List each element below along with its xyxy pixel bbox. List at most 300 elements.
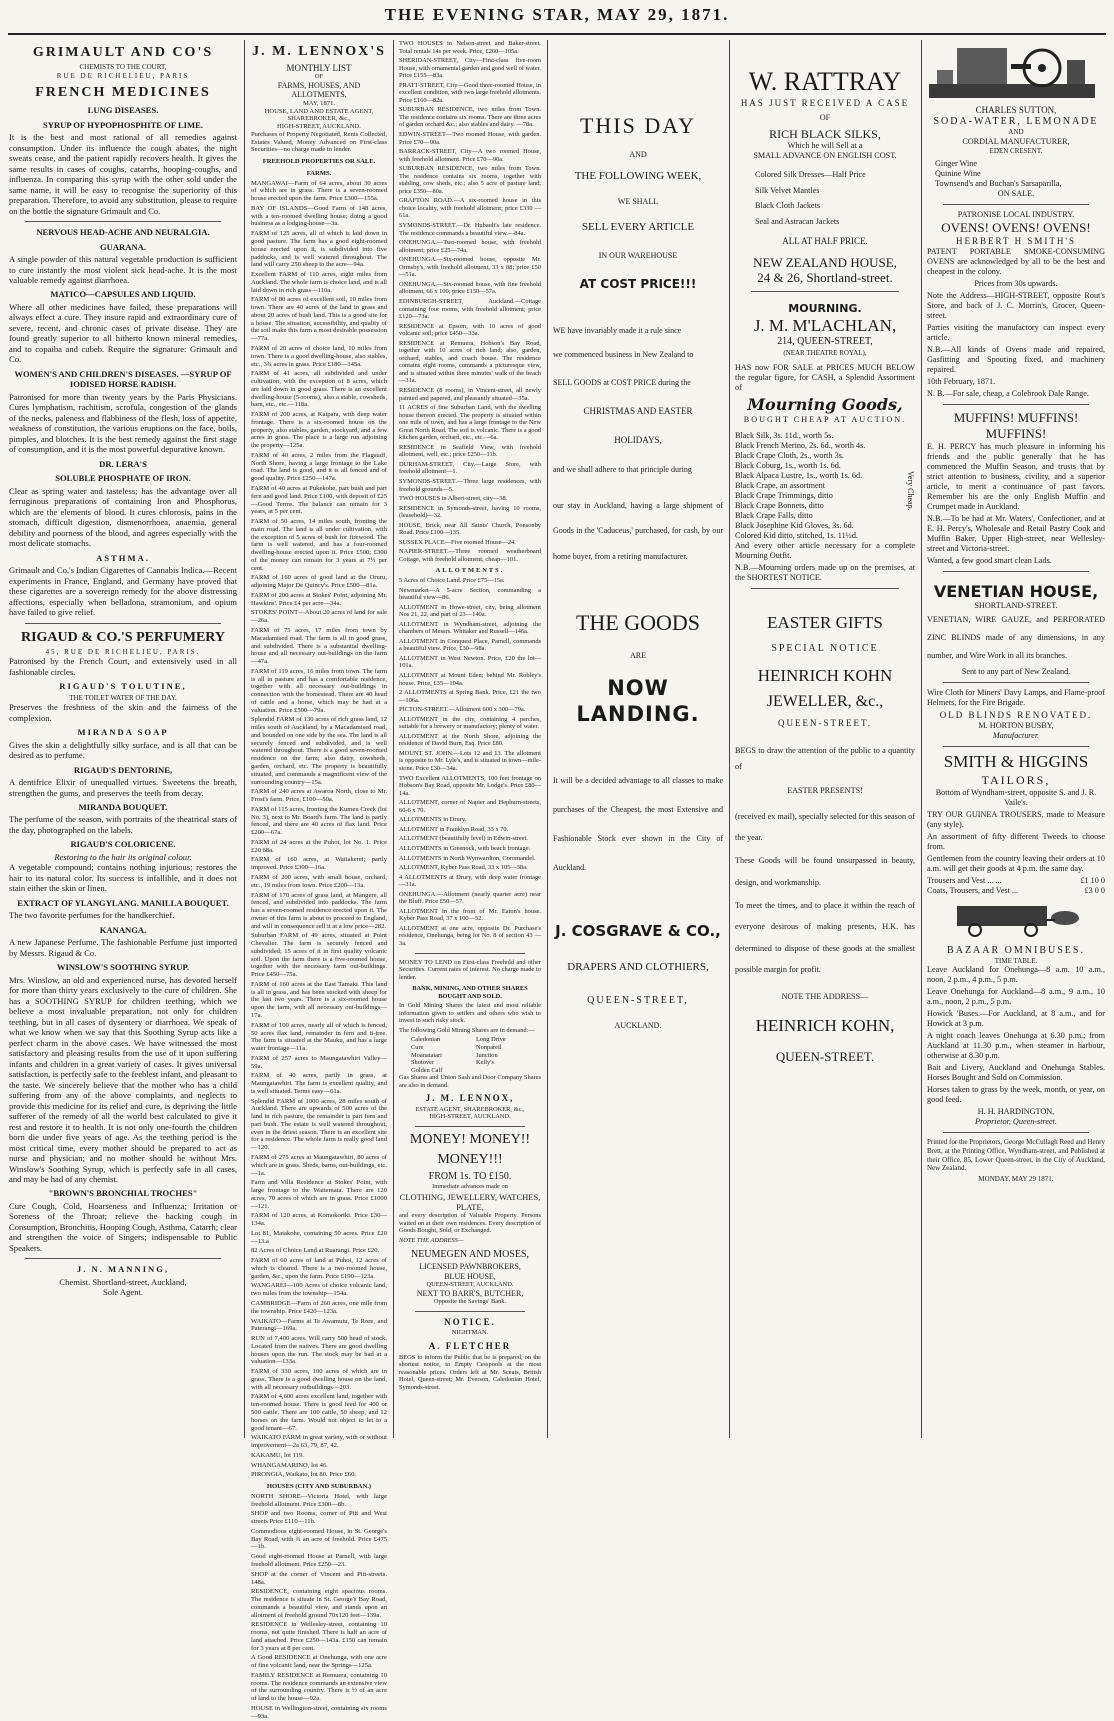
listing-item: STOKES' POINT—About 20 acres of land for sale —26a.	[251, 609, 387, 625]
firm-name: M. HORTON BUSBY,	[978, 721, 1054, 731]
listing-item: Excellent FARM of 110 acres, eight miles from Auckland. The whole farm is choice land, and is all laid down in rich grass—110a.	[251, 271, 387, 294]
ad-text: OF	[819, 112, 831, 122]
listing-item: WHANGAMARINO, lot 46.	[251, 1461, 328, 1469]
column-rule	[244, 40, 245, 1438]
ad-text: WE SHALL	[617, 197, 659, 207]
listing-item: MANGAWAI—Farm of 64 acres, about 30 acres of which are in grass. There is a seven-roomed house erected upon the farm. Price £300—155a.	[251, 179, 387, 203]
ad-text: ON SALE.	[997, 189, 1035, 199]
listing-item: ALLOTMENT (beautifully level) in Edwin-street.	[399, 835, 528, 843]
section-subheading: GUARANA.	[99, 241, 147, 252]
item-list	[735, 167, 915, 229]
section-heading: DR. LERA'S	[99, 458, 147, 469]
listing-list	[399, 577, 541, 948]
body-text: A new Japanese Perfume. The fashionable Perfume just imported by Messrs. Rigaud & Co.	[9, 937, 237, 958]
body-text: BEGS to draw the attention of the public to a quantity of	[735, 745, 915, 772]
listing-item: ALLOTMENT at one acre, opposite Dr. Purchase's residence, Onehunga, being lot No. 8 of section 43 —3a.	[399, 924, 541, 947]
divider	[25, 1258, 221, 1259]
body-text: and every description of Valuable Property. Persons waited on at their own residences. Every description of Goods Bought, Sold, or Exchanged.	[399, 1212, 541, 1235]
section-heading: NOTICE.	[444, 1316, 496, 1327]
listing-item: Splendid FARM of 130 acres of rich grass land, 12 miles south of Auckland, by a Macadamised road, and bounded on one side by the sea. The land is all securely fenced and subdivided, and is well watered throughout. There is a good seven-roomed residence on the farm; also dairy, cowsheds, garden, orchard, etc. The property is beautifully situated, and commands a magnificent view of the surrounding country—15a.	[251, 716, 387, 786]
listing-item: ALLOTMENT in Howe-street, city, being allotment Nos 21, 22, and part of 23—140a.	[399, 603, 541, 619]
firm-line: SHORTLAND-STREET.	[974, 601, 1058, 611]
firm-name: HEINRICH KOHN,	[755, 1016, 895, 1036]
firm-name: J. M. M'LACHLAN,	[753, 315, 897, 335]
body-text: Where all other medicines have failed, these preparations will always effect a cure. They insure rapid and extraordinary cure of severe, recent, and chronic cases of private disease. They are found greatly superior to all hitherto known mineral remedies, and to copaiba and cubeb. Require the signature: Grimault and Co.	[9, 301, 237, 365]
section-heading: ASTHMA.	[96, 552, 150, 563]
listing-item: FARM of 119 acres, 16 miles from town. The farm is all in pasture and has a comfortable residence, together with all necessary out-buildings in connection with the homestead. There are 40 head of cattle and a horse, which may be had at a valuation. Price £500—79a.	[251, 667, 387, 714]
list-item: Seal and Astracan Jackets	[755, 217, 840, 227]
listing-item: SHERIDAN-STREET, City—First-class five-room House, with ornamental garden and good well of water. Price £155—83a.	[399, 57, 541, 80]
listing-item: ALLOTMENTS in Greenock, with beach frontage.	[399, 844, 531, 852]
body-text: And every other article necessary for a complete Mourning Outfit.	[735, 540, 915, 560]
ad-street: HIGH-STREET, AUCKLAND.	[277, 123, 361, 131]
firm-line: BLUE HOUSE,	[444, 1271, 496, 1281]
ad-text: CHRISTMAS AND EASTER	[583, 406, 693, 416]
agent-role: Sole Agent.	[102, 1287, 144, 1298]
listing-item: FARM of 24 acres at the Puhoi, lot No. 1. Price £20 68a.	[251, 838, 387, 854]
imprint: Printed for the Proprietors, George McCullagh Reed and Henry Brett, at the Printing Office, Wyndham-street, and Published at their Office, 85, Lower Queen-street, in the City of Auckland, New Zealand.	[927, 1138, 1105, 1173]
ad-headline: THIS DAY	[579, 113, 697, 138]
listing-item: RESIDENCE in Wellesley-street, containing 10 rooms, not quite finished. There is half an acre of land attached. Price £250—143a. £150 can remain for 3 years at 8 per cent.	[251, 1621, 387, 1652]
body-text: Gas Shares and Union Sash and Door Company Shares are also in demand.	[399, 1074, 541, 1089]
firm-line: QUEEN-STREET.	[775, 1049, 875, 1064]
masthead	[0, 0, 1114, 34]
price-item: Black Crape Bonnets, ditto	[735, 500, 824, 510]
listing-item: 5 Acres of Choice Land. Price £75—15a.	[399, 577, 505, 584]
price-item: Black Josephine Kid Gloves, 3s. 6d.	[735, 520, 854, 530]
firm-line: LICENSED PAWNBROKERS,	[419, 1262, 521, 1272]
price-label: Trousers and Vest ... ...	[927, 875, 1002, 885]
ad-heading: MONEY! MONEY!!	[409, 1131, 531, 1147]
section-subheading: SOLUBLE PHOSPHATE OF IRON.	[55, 473, 191, 484]
listing-item: RESIDENCE in Seafield View, with freehold allotment, well, etc.; price £250—11b.	[399, 443, 541, 459]
body-text: Sent to any part of New Zealand.	[961, 667, 1071, 677]
divider	[751, 291, 899, 292]
ad-heading: J. M. LENNOX'S	[252, 44, 386, 59]
listing-item: ONEHUNGA.—Two-roomed house, with freehold allotment; price £25—74a.	[399, 239, 541, 254]
listing-item: PRATT-STREET, City—Good three-roomed House, in excellent condition, with two large freehold allotments. Price £160—82a.	[399, 81, 541, 104]
firm-name: NEUMEGEN AND MOSES,	[410, 1248, 530, 1260]
price-row	[927, 886, 1105, 896]
listing-item: FARM of 40 acres, 2 miles from the Flagstaff, North Shore, having a large frontage to the Lake road. The land is good, and it is all fenced and of good quality. Price £250—147a.	[251, 451, 387, 483]
body-text: N. B.—For sale, cheap, a Colebrook Dale Range.	[927, 389, 1089, 399]
share-name: Cure	[411, 1043, 424, 1051]
listing-item: ONEHUNGA.—Allotment (nearly quarter acre) near the Bluff. Price £50—57.	[399, 890, 541, 906]
body-text: These Goods will be found unsurpassed in beauty, design, and workmanship.	[735, 856, 915, 887]
section-heading: NERVOUS HEAD-ACHE AND NEURALGIA.	[36, 227, 210, 238]
body-text: N.B.—Mourning orders made up on the premises, at the SHORTEST NOTICE.	[735, 562, 915, 582]
firm-name: SMITH & HIGGINS	[943, 752, 1089, 772]
listing-item: FARM of 200 acres at Stokes' Point, adjoining Mr. Hawkins'. Price £4 per acre—34a.	[251, 591, 387, 607]
listing-item: RESIDENCE in Symonds-street, having 10 rooms, (leasehold)—32.	[399, 504, 541, 520]
listing-item: Suburban FARM of 49 acres, situated at Point Chevalier. The farm is securely fenced and subdivided; 15 acres of it in first quality volcanic soil. Upon the farm there is a five-roomed house, together with the necessary farm out-buildings. Price £450—75a.	[251, 932, 387, 979]
listing-item: FARM of 200 acres, at Kaipara, with deep water frontage. There is a six-roomed house on the property, also stables, garden, stockyard, and a few acres in grass. The place is a large run adjoining the property—125a.	[251, 411, 387, 450]
firm-line: Opposite the Savings' Bank.	[433, 1298, 507, 1306]
body-text: A dentifrice Elixir of unequalled virtues. Sweetens the breath, strengthen the gums, and preserves the teeth from decay.	[9, 777, 237, 798]
body-text: Clear as spring water and tasteless; has the advantage over all ferruginous preparations of containing Iron and Phosphorus, which are the elements of blood. It cures chlorosis, pains in the stomach, difficult digestion, dismenorrhoea, anaemia, general debility and poorness of the blood, and agrees especially with the most delicate stomachs.	[9, 485, 237, 549]
listing-item: HOUSE, Brick, near All Saints' Church, Ponsonby Road. Price £100—135.	[399, 521, 541, 537]
masthead-rule	[8, 33, 1106, 35]
firm-line: QUEEN-STREET.	[777, 717, 873, 728]
listing-item: SHOP and two Rooms, corner of Pitt and West streets Price £110—11b.	[251, 1510, 387, 1526]
body-text: E. H. PERCY has much pleasure in informing his friends and the public generally that he has commenced the Muffin Season, and trusts that by strict attention to business, civility, and a superior article, to merit a continuance of past favors. Remember his are the only English Muffin and Crumpet made in Auckland.	[927, 441, 1105, 511]
divider	[943, 204, 1089, 205]
listing-item: ALLOTMENTS in Drury.	[399, 816, 467, 824]
drinks-list	[927, 159, 1105, 189]
listing-item: SYMONDS-STREET.—Dr. Hubault's late residence. The residence commands a beautiful view.—84a.	[399, 222, 541, 237]
listing-item: WANGAREI—100 Acres of choice volcanic land, two miles from the township—154a.	[251, 1282, 387, 1298]
body-text: Preserves the freshness of the skin and the fairness of the complexion.	[9, 702, 237, 723]
price-item: Black Crape Cloth, 2s., worth 3s.	[735, 450, 844, 460]
listing-item: RESIDENCE at Remuera, Hobson's Bay Road, together with 10 acres of rich land; also, garden, orchard, stables, and coach house. The residence contains eight rooms, commands a picturesque view, and is situated within three minutes' walk of the beach—31a.	[399, 339, 541, 385]
column-rattray-kohn	[730, 40, 920, 1438]
listing-item: SUSSEX PLACE—Five roomed House—24.	[399, 538, 516, 546]
body-text: our stay in Auckland, having a large shipment of Goods in the 'Caduceus,' purchased, for cash, by our home buyer, from a retiring manufacturer.	[553, 500, 723, 561]
divider	[415, 1126, 525, 1127]
section-heading: EXTRACT OF YLANGYLANG. MANILLA BOUQUET.	[17, 897, 229, 908]
divider	[751, 588, 899, 589]
listing-item: NORTH SHORE—Victoria Hotel, with large freehold allotment. Price £300—8b.	[251, 1492, 387, 1508]
body-text: In Gold Mining Shares the latest and most reliable information given to settlers and others who wish to invest in such risky stock.	[399, 1002, 541, 1025]
body-text: MONEY TO LEND on First-class Freehold and other Securities. Current rates of interest. No charge made to lender.	[399, 958, 541, 981]
listing-item: 82 Acres of Choice Land at Ruarangi. Price £20.	[251, 1247, 380, 1255]
ad-headline: MOURNING.	[788, 302, 862, 316]
body-text: Bottom of Wyndham-street, opposite S. and J. R. Vaile's.	[935, 787, 1097, 807]
listing-item: EDINBURGH-STREET, Auckland.—Cottage containing four rooms, with freehold allotment; price £120—73a.	[399, 297, 541, 321]
listing-item: ALLOTMENT, Kyber Pass Road, 33 x 105—38a.	[399, 864, 528, 872]
body-text: A single powder of this natural vegetable production is sufficient to cure instantly the most violent sick head-ache. It is the most valuable remedy against diarrhoea.	[9, 254, 237, 285]
section-heading: HOUSES (CITY AND SUBURBAN.)	[266, 1483, 372, 1491]
listing-item: FARM of 257 acres to Maungatawhiri Valley—59a.	[251, 1054, 387, 1070]
section-heading: WOMEN'S AND CHILDREN'S DISEASES. —SYRUP OF IODISED HORSE RADISH.	[14, 368, 232, 390]
body-text: Gentlemen from the country leaving their orders at 10 a.m. will get their goods at 4 p.m. the same day.	[927, 853, 1105, 873]
list-item: Ginger Wine	[935, 159, 978, 169]
ad-text: AND	[629, 149, 647, 159]
column-cosgrave	[548, 40, 728, 1438]
divider	[415, 1311, 525, 1312]
note-line: NOTE THE ADDRESS—	[399, 1237, 464, 1245]
listing-item: HOUSE in Wellington-street, containing six rooms—93a.	[251, 1705, 387, 1720]
listing-item: FARM of 20 acres of choice land, 10 miles from town. There is a good dwelling-house, also stables, etc., 3¾ acres in grass. Price £180—145a.	[251, 344, 387, 368]
section-subheading: NIGHTMAN.	[451, 1329, 489, 1337]
listing-item: ALLOTMENTS in North Wynwardton, Coromandel.	[399, 854, 536, 862]
very-cheap-label: Very Cheap.	[906, 470, 915, 511]
share-name: Kelly's	[476, 1059, 494, 1067]
share-name: Junction	[476, 1051, 498, 1059]
listing-list	[399, 40, 541, 563]
ad-heading: FRENCH MEDICINES	[35, 85, 211, 101]
body-text: Prices from 30s upwards.	[974, 279, 1058, 289]
body-text: Wanted, a few good smart clean Lads.	[927, 555, 1052, 565]
body-text: 10th February, 1871.	[927, 377, 996, 387]
listing-item: ONEHUNGA.—Six-roomed house, opposite Mr. Ormsby's, with freehold allotment, 33 x 88; price £50—51a.	[399, 256, 541, 279]
firm-name: J. COSGRAVE & CO.,	[555, 922, 721, 941]
listing-item: RESIDENCE, containing eight spacious rooms. The residence is situate in St. George's Bay Road, commands a beautiful view, and stands upon an allotment of freehold ground 70x120 feet—139a.	[251, 1588, 387, 1619]
firm-line: AUCKLAND.	[614, 1021, 662, 1031]
body-text: Gives the skin a delightfully silky surface, and is all that can be desired as to perfume.	[9, 739, 237, 761]
listing-item: ALLOTMENT, corner of Napier and Hepburn-streets, 60-6 x 70.	[399, 799, 541, 814]
section-subheading: SYRUP OF HYPOPHOSPHITE OF LIME.	[42, 119, 204, 130]
ad-headline: THE GOODS	[575, 610, 701, 636]
timetable-row: A night coach leaves Onehunga at 6.30 p.m.; from Auckland at 11.30 p.m., when steamer in harbour, otherwise at 8.30 p.m.	[927, 1031, 1105, 1061]
listing-item: FARM of 50 acres, 14 miles south, fronting the main road. The land is all under cultivation, with the exception of 5 acres of bush for firewood. The farm is well watered, and has a four-roomed dwelling-house erected upon it. Price £500; £300 of the money can remain for 3 years at 7½ per cent.	[251, 518, 387, 572]
body-text: The two favorite perfumes for the handkerchief.	[9, 910, 175, 921]
ad-heading: GRIMAULT AND CO'S	[32, 45, 214, 60]
ad-headline: EASTER GIFTS	[767, 612, 883, 632]
listing-item: ALLOTMENT at Mount Eden; behind Mr. Robley's house. Price, £35—104a.	[399, 672, 541, 687]
timetable	[927, 965, 1105, 1105]
section-heading: LUNG DISEASES.	[87, 105, 159, 116]
share-name: Shotover	[411, 1059, 435, 1067]
body-text: It will be a decided advantage to all classes to make purchases of the Cheapest, the most Extensive and Fashionable Stock ever shown in the City of Auckland.	[553, 776, 723, 872]
list-item: Townsend's and Buchan's Sarsaparilla,	[935, 179, 1062, 189]
divider	[25, 221, 221, 222]
body-text: N.B.—All kinds of Ovens made and repaired, Gasfitting and Spouting fixed, and machinery repaired.	[927, 345, 1105, 375]
ad-subheading: MONTHLY LIST	[286, 62, 352, 73]
ad-subheading: SPECIAL NOTICE	[771, 643, 879, 655]
price-row	[927, 876, 1105, 886]
listing-item: FARM of 330 acres, 100 acres of which are in grass. There is a good dwelling house on the land, with all necessary outbuildings—203.	[251, 1368, 387, 1391]
ad-headline: NOW LANDING.	[576, 675, 700, 727]
body-text: and we shall adhere to that principle during	[553, 464, 692, 474]
listing-item: TWO HOUSES in Nelson-street and Baker-street. Total rentals 14s per week. Price, £260—105a.	[399, 40, 541, 55]
section-heading: BANK, MINING, AND OTHER SHARES BOUGHT AND SOLD.	[412, 985, 528, 1000]
price-value: £1 10 0	[1080, 875, 1105, 885]
price-item: Black Silk, 3s. 11d., worth 5s.	[735, 430, 834, 440]
body-text: Note the Address—HIGH-STREET, opposite Rout's Store, and back of J. C. Morrin's, Grocer, Queen-street.	[927, 291, 1105, 321]
timetable-row: Leave Onehunga for Auckland—8 a.m., 9 a.m., 10 a.m., noon, 2 p.m., 5 p.m.	[927, 987, 1105, 1007]
column-sutton-ads	[922, 40, 1110, 1438]
ad-heading: RIGAUD & CO.'S PERFUMERY	[20, 629, 226, 645]
listing-item: BARRACK-STREET, City—A two roomed House, with freehold allotment. Price £70—90a.	[399, 148, 541, 163]
firm-name: W. RATTRAY	[748, 67, 902, 96]
listing-item: SUBURBAN RESIDENCE, two miles from Town. The residence contains six rooms, together with stabling, cow sheds, etc.; also 5 acre of pasture land; price £350—80a.	[399, 165, 541, 195]
ad-text: EASTER PRESENTS!	[787, 785, 863, 795]
firm-name: CHARLES SUTTON,	[975, 105, 1057, 115]
listing-item: ONEHUNGA.—Six-roomed house, with fine freehold allotment, 66 x 100; price £150—57a.	[399, 280, 541, 296]
listing-item: FARM of 240 acres at Awaroa North, close to Mr. Frost's farm. Price, £100—50a.	[251, 788, 387, 804]
listing-item: SHOP at the corner of Vincent and Pitt-streets. 148a.	[251, 1570, 387, 1586]
ad-text: BOUGHT CHEAP AT AUCTION.	[743, 414, 907, 424]
divider	[943, 682, 1089, 683]
body-text: TRY OUR GUINEA TROUSERS, made to Measure (any style).	[927, 809, 1105, 829]
section-heading: MIRANDA SOAP	[77, 727, 169, 738]
section-heading: ALLOTMENTS.	[435, 567, 505, 575]
imprint-date: MONDAY, MAY 29 1871.	[978, 1174, 1054, 1183]
body-text: A vegetable compound; contains nothing injurious; restores the hair to its natural color. Its success is infallible, and it does not stain either the skin or linen.	[9, 862, 237, 894]
listing-item: FARM of 160 acres, at Waitakerei; partly improved. Price £300—16a.	[251, 856, 387, 872]
list-item: Quinine Wine	[935, 169, 981, 179]
soda-machine-illustration	[927, 40, 1097, 102]
listing-item: CAMBRIDGE—Farm of 260 acres, one mile from the township. Price £420—123a.	[251, 1300, 387, 1315]
ad-date: MAY, 1871.	[302, 99, 336, 107]
ad-text: SMALL ADVANCE ON ENGLISH COST.	[753, 151, 897, 161]
listing-item: WAIKATO—Farms at Te Awamutu, Te Rore, and Paterangi—169a.	[251, 1317, 387, 1333]
listing-item: 11 ACRES of fine Suburban Land, with the dwelling house thereon erected. The property is situated within one mile of town, and has a large frontage to the New Great North Road. The soil is volcanic. There is a good kitchen garden, orchard, etc., etc.—6a.	[399, 404, 541, 442]
listing-item: Farm and Villa Residence at Stokes' Point, with large frontage to the Waitemata. There are 120 acres, 70 acres of which are in grass. Price £1000—121.	[251, 1179, 387, 1210]
listing-item: TWO HOUSES in Albert-street, city—38.	[399, 495, 508, 503]
ad-headline: 24 & 26, Shortland-street.	[757, 270, 893, 286]
share-name: Long Drive	[476, 1036, 506, 1044]
section-heading: MATICO—CAPSULES AND LIQUID.	[50, 289, 196, 300]
listing-item: FARM of 125 acres, all of which is laid down in good pasture. The farm has a good eight-roomed house erected upon it, is subdivided into five paddocks, and is well watered throughout. The land will carry 250 sheep to the acre—94a.	[251, 230, 387, 269]
listing-item: SYMONDS-STREET.—Three large residences, with freehold grounds—5.	[399, 477, 541, 493]
ad-text: THE FOLLOWING WEEK,	[574, 169, 702, 182]
price-item: Black Crape, an assortment	[735, 480, 826, 490]
listing-item: WAIKATO FARM in great variety, with or without improvement—2a 63, 79, 87, 42.	[251, 1434, 387, 1450]
timetable-row: Leave Auckland for Onehunga—8 a.m. 10 a.m., noon, 2 p.m., 4 p.m., 5 p.m.	[927, 965, 1105, 985]
body-text: The perfume of the season, with portraits of the theatrical stars of the day, photographed on the labels.	[9, 814, 237, 835]
section-heading: RIGAUD'S DENTORINE,	[73, 764, 173, 775]
price-item: Black Alpaca Lustre, 1s., worth 1s. 6d.	[735, 470, 863, 480]
listing-item: FARM of 40 acres at Pukekohe, part bush and part fern and good land. Price £100, with deposit of £25—Good Terms. The balance can remain for 3 years, at 5 per cent.	[251, 484, 387, 516]
listing-item: MOUNT ST. JOHN.—Lots 12 and 13. The allotment is opposite to Mr. Lyle's, and is situated in town—mile-stone. Price £30—34a.	[399, 749, 541, 773]
firm-name: HERBERT H SMITH'S	[956, 236, 1076, 247]
ad-text: Which he will Sell at a	[787, 141, 863, 151]
share-name: Nonpareil	[476, 1043, 502, 1051]
body-text: Patronised for more than twenty years by the Paris Physicians. Cures lymphatism, rachitism, scrofula, congestion of the glands of the necks, paleness and flabbiness of the flesh, loss of appetite, weakness of constitution, the various eruptions on the face, boils, pimples, and blotches. It is the best remedy against the first stage of consumption, and it is the most powerful depurative known.	[9, 391, 237, 455]
price-item: Black Coburg, 1s., worth 1s. 6d.	[735, 460, 841, 470]
listing-item: PICTON-STREET.—Allotment 600 x 300—79a.	[399, 706, 526, 714]
price-item: Colored Kid ditto, stitched, 1s. 11½d.	[735, 530, 858, 540]
ad-text: IN OUR WAREHOUSE	[598, 251, 678, 260]
listing-item: FARM of 200 acres, with small house, orchard, etc., 19 miles from town. Price £200—13a.	[251, 873, 387, 889]
listing-item: FARM of 275 acres at Maungatawhiri, 80 acres of which are in grass. Sheds, barns, out-buildings, etc.—1a.	[251, 1154, 387, 1177]
section-heading: MIRANDA BOUQUET.	[78, 802, 168, 812]
listing-item: FARM of 100 acres, nearly all of which is fenced, 50 acres flax land, remainder in fern and ti-tree. The farm is situated at the Mauku, and has a large water frontage—11a.	[251, 1021, 387, 1053]
divider	[943, 404, 1089, 405]
body-text: we commenced business in New Zealand to	[553, 350, 694, 359]
firm-line: CORDIAL MANUFACTURER,	[962, 136, 1070, 146]
body-text: SELL GOODS at COST PRICE during the	[553, 378, 691, 387]
body-text: Cure Cough, Cold, Hoarseness and Influenza; Irritation or Soreness of the Throat; relieve the hacking cough in Consumption, Bronchitis, Hooping Cough, Asthma, Catarrh; clear and strengthen the voice of Singers; indispensable to Public Speakers.	[9, 1200, 237, 1253]
listing-item: FARM of 4,600 acres excellent land, together with ten-roomed house. There is good feed for 400 or 500 cattle. There are 100 cattle, 50 sheep, and 12 horses on the farm. Would not object to let to a good tenant—67.	[251, 1393, 387, 1432]
body-text: Immediate advances made on	[432, 1182, 508, 1190]
firm-line: JEWELLER, &c.,	[766, 693, 884, 711]
note-line: NOTE THE ADDRESS—	[781, 992, 869, 1002]
share-name: Moanataiari	[411, 1051, 442, 1059]
ad-agent: HOUSE, LAND AND ESTATE AGENT, SHAREBROKER, &c.,	[264, 107, 374, 123]
ad-headline: Mourning Goods,	[747, 395, 903, 415]
firm-line: AND	[1008, 128, 1024, 137]
firm-line: Manufacturer.	[992, 731, 1040, 741]
listing-item: BAY OF ISLANDS—Good Farm of 148 acres, with a ten-roomed dwelling house; doing a good business as a lodging-house—3a.	[251, 204, 387, 228]
shares-list	[399, 1036, 541, 1074]
ad-subheading: TIME TABLE.	[994, 956, 1038, 965]
listing-item: SUBURBAN RESIDENCE, two miles from Town. The residence contains six rooms. There are three acres of garden orchard &c.; also stables and dairy. —78a.	[399, 106, 541, 129]
firm-name: HEINRICH KOHN	[757, 665, 893, 685]
listing-item: Lot 81, Matakohe, containing 50 acres. Price £20—13.a	[251, 1229, 387, 1245]
listing-item: FARM of 115 acres, fronting the Kumeu Creek (lot No. 3), next to Mr. Board's farm. The land is partly fenced, and there are 40 acres of flax land. Price £200—67a.	[251, 805, 387, 837]
section-subheading: Restoring to the hair its original colour.	[54, 851, 192, 862]
listing-item: Good eight-roomed House at Parnell, with large freehold allotment. Price £250—23.	[251, 1553, 387, 1568]
ad-text: HOLIDAYS,	[614, 435, 662, 446]
listing-item: TWO Excellent ALLOTMENTS, 100 feet frontage on Hobson's Bay Road, opposite Mr. Lodge's. Price £80—14a.	[399, 774, 541, 797]
listing-item: ALLOTMENT in Franklyn Road, 33 x 70.	[399, 825, 509, 833]
body-text: Grimault and Co.'s Indian Cigarettes of Cannabis Indica.—Recent experiments in France, England, and Germany have proved that these cigarettes are a sovereign remedy for the above distressing affections, especially when belladona, stramonium, and opium have failed to give relief.	[9, 565, 237, 618]
firm-name: VENETIAN HOUSE,	[933, 581, 1099, 601]
body-text: VENETIAN, WIRE GAUZE, and PERFORATED ZINC BLINDS made of any dimensions, in any number, and Wire Work in all its branches.	[927, 615, 1105, 661]
listing-item: 2 ALLOTMENTS at Spring Bank. Price, £21 the two—106a.	[399, 689, 541, 704]
firm-name: H. H. HARDINGTON,	[977, 1107, 1055, 1117]
omnibus-illustration	[927, 900, 1087, 938]
share-name: Caledonian	[411, 1036, 441, 1044]
listing-item: ALLOTMENT at the North Shore, adjoining the residence of David Burn, Esq. Price £80.	[399, 732, 541, 748]
firm-line: SODA-WATER, LEMONADE	[933, 115, 1099, 127]
signature-street: HIGH-STREET, AUCKLAND.	[429, 1113, 511, 1121]
ad-subheading: FARMS, HOUSES, AND ALLOTMENTS,	[277, 80, 361, 100]
list-item: Silk Velvet Mantles	[755, 185, 820, 195]
body-text: WE have invariably made it a rule since	[553, 326, 682, 335]
body-text: HAS now FOR SALE at PRICES MUCH BELOW the regular figure, for CASH, a Splendid Assortment of	[735, 363, 915, 393]
ad-subheading: CHEMISTS TO THE COURT,	[79, 63, 167, 72]
section-heading: RIGAUD'S COLORICENE.	[70, 839, 176, 850]
body-text: Patronised by the French Court, and extensively used in all fashionable circles.	[9, 656, 237, 677]
column-lennox-list	[246, 40, 392, 1720]
listing-item: FARM of 120 acres, at Komokoriki. Price £30—134a.	[251, 1212, 387, 1228]
body-text: (received ex mail), specially selected for this season of the year.	[735, 811, 915, 842]
firm-line: EDEN CRESENT.	[989, 146, 1043, 155]
listing-item: A Good RESIDENCE at Onehunga, with one acre of fine volcanic land, near the Springs—125a.	[251, 1654, 387, 1670]
ad-text: SELL EVERY ARTICLE	[581, 221, 695, 234]
divider	[943, 571, 1089, 572]
ad-text: ARE	[630, 650, 646, 660]
firm-line: TAILORS,	[981, 773, 1051, 788]
listing-item: RUN of 7,400 acres. Will carry 500 head of stock. Located from the natives. There are good dwelling houses upon the run. The stock may be had at a valuation—133a.	[251, 1335, 387, 1366]
ad-heading: MONEY!!!	[437, 1152, 503, 1168]
body-text: To meet the times, and to place it within the reach of everyone desirous of making presents, H.K. has determined to dispose of these goods at the smallest possible margin for profit.	[735, 900, 915, 974]
listing-item: FARM of 41 acres, all subdivided and under cultivation, with the exception of 8 acres, which are laid down in good grass. There is an excellent dwelling-house (5-rooms), also a stable, cowsheds, barn, etc., etc.—118a.	[251, 370, 387, 409]
body-text: BEGS to inform the Public that he is prepared, on the shortest notice, to Empty Cesspools at the most reasonable prices. Orders left at Mr. Sceats, British Hotel, Queen-street; Mr. Everson, Caledonian Hotel, Symonds-street.	[399, 1353, 541, 1391]
listing-item: FARM of 80 acres of excellent soil, 10 miles from town. There are 40 acres of the land in grass and about 20 acres of bush land. This is a good site for a house. The situation, accessibility, and quality of the soil make this farm a most desirable possession—77a.	[251, 296, 387, 343]
listing-item: Commodious eight-roomed House, in St. George's Bay Road, with ¾ an acre of freehold. Price £475 —1b.	[251, 1527, 387, 1551]
divider	[943, 746, 1089, 747]
ad-text: PATRONISE LOCAL INDUSTRY.	[957, 210, 1075, 220]
timetable-row: Bait and Livery, Auckland and Onehunga Stables. Horses Bought and Sold on Commission.	[927, 1063, 1105, 1083]
ad-subheading: OF	[314, 73, 324, 81]
body-text: Wire Cloth for Miners' Davy Lamps, and Flame-proof Helmets, for the Fire Brigade.	[927, 688, 1105, 708]
body-text: Purchases of Property Negotiated, Rents Collected, Estates Valued, Money Advanced on First-class Securities—no charge made to lender.	[251, 130, 387, 154]
price-list	[735, 431, 905, 541]
page-title: THE EVENING STAR, MAY 29, 1871.	[384, 5, 730, 24]
price-value: £3 0 0	[1084, 885, 1105, 895]
body-text: Parties visiting the manufactory can inspect every article.	[927, 323, 1105, 343]
timetable-row: Howick 'Buses.—For Auckland, at 8 a.m., and for Howick at 3 p.m.	[927, 1009, 1105, 1029]
ad-address: 45, RUE DE RICHELIEU, PARIS.	[45, 647, 201, 656]
section-heading: RIGAUD'S TOLUTINE,	[59, 681, 187, 692]
listing-item: NAPIER-STREET.—Three roomed weatherboard Cottage, with freehold allotment; cheap—101.	[399, 548, 541, 563]
body-text: The following Gold Mining Shares are in demand:—	[399, 1026, 535, 1034]
price-block	[735, 431, 915, 541]
listing-item: Splendid FARM of 1000 acres, 28 miles south of Auckland. There are upwards of 500 acres of the land in rich pasture, the remainder is part fern and part bush. The estate is well watered throughout, even in the driest season. There is an excellent site for a residence. The whole farm is really good land—120.	[251, 1097, 387, 1152]
column-lennox-continued	[394, 40, 546, 1438]
listing-item: GRAFTON ROAD.—A six-roomed house in this choice locality, with freehold allotment; price £330 —61a.	[399, 197, 541, 220]
list-item: Colored Silk Dresses—Half Price	[755, 170, 866, 180]
section-heading: FREEHOLD PROPERTIES OR SALE.	[262, 158, 376, 166]
firm-line: NEXT TO BARR'S, BUTCHER,	[416, 1288, 524, 1298]
firm-line: DRAPERS AND CLOTHIERS,	[567, 961, 709, 974]
ad-headline: AT COST PRICE!!!	[579, 277, 697, 291]
ad-headline: RICH BLACK SILKS,	[769, 126, 881, 141]
listing-item: ALLOTMENT in the front of Mr. Eaton's house. Kyber Pass Road, 37 x 100—52.	[399, 907, 541, 923]
listing-item: PIRONGIA, Waikato, lot 80. Price £60.	[251, 1471, 357, 1479]
divider	[415, 953, 525, 954]
section-subheading: FARMS.	[306, 169, 332, 177]
price-item: Black Crape Trimmings, ditto	[735, 490, 833, 500]
listing-item: RESIDENCE (8 rooms), in Vincent-street, all newly painted and papered, and pleasantly situated—35a.	[399, 386, 541, 402]
section-heading: "BROWN'S BRONCHIAL TROCHES"	[48, 1188, 198, 1199]
ad-subheading: FROM 1s. TO £150.	[428, 1171, 512, 1182]
